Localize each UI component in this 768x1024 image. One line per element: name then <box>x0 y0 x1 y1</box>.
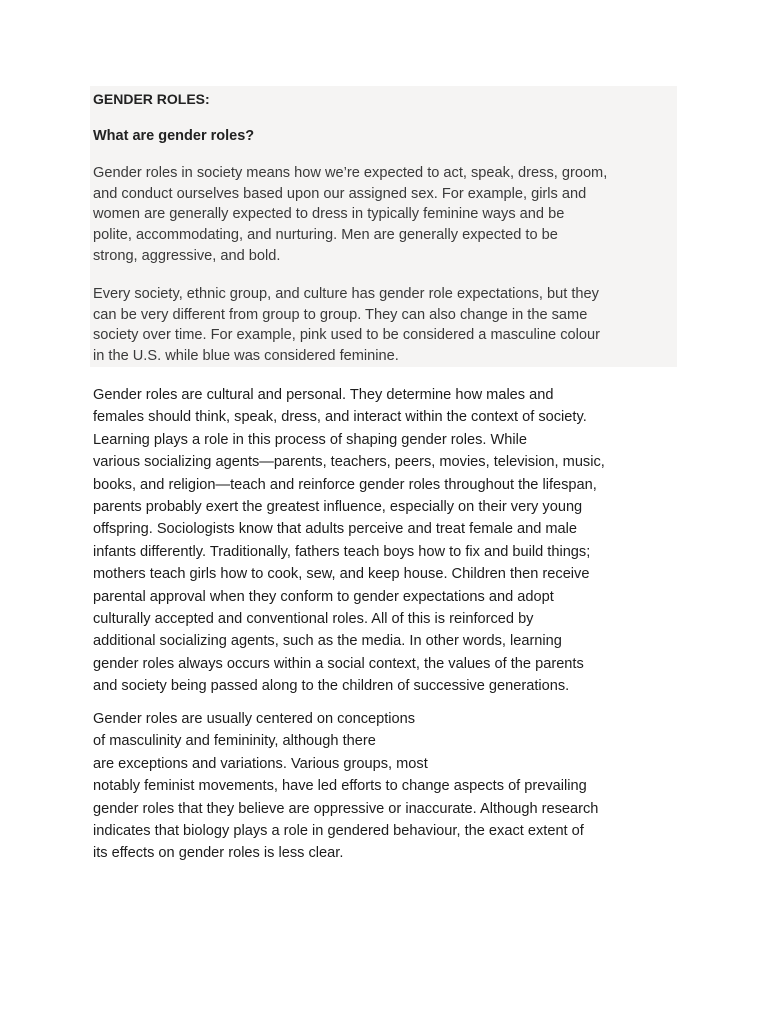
paragraph-line: notably feminist movements, have led efforts to change aspects of prevailing <box>93 778 587 795</box>
document-heading: GENDER ROLES: <box>93 91 210 107</box>
paragraph-line: books, and religion—teach and reinforce gender roles throughout the lifespan, <box>93 476 597 493</box>
paragraph-line: women are generally expected to dress in typically feminine ways and be <box>93 206 565 223</box>
paragraph-line: additional socializing agents, such as the media. In other words, learning <box>93 633 562 650</box>
paragraph-line: offspring. Sociologists know that adults perceive and treat female and male <box>93 521 578 538</box>
paragraph-line: Learning plays a role in this process of shaping gender roles. While <box>93 431 528 448</box>
paragraph-line: strong, aggressive, and bold. <box>93 247 281 264</box>
paragraph-line: gender roles that they believe are oppressive or inaccurate. Although research <box>93 800 599 817</box>
paragraph-conceptions <box>93 708 677 865</box>
paragraph-line: Gender roles in society means how we’re expected to act, speak, dress, groom, <box>93 165 608 181</box>
paragraph-line: and conduct ourselves based upon our assigned sex. For example, girls and <box>93 185 587 202</box>
paragraph-line: mothers teach girls how to cook, sew, and keep house. Children then receive <box>93 566 590 583</box>
paragraph-line: Every society, ethnic group, and culture has gender role expectations, but they <box>93 286 599 302</box>
paragraph-line: various socializing agents—parents, teachers, peers, movies, television, music, <box>93 454 605 471</box>
paragraph-line: indicates that biology plays a role in gendered behaviour, the exact extent of <box>93 823 584 840</box>
document-subheading: What are gender roles? <box>93 128 255 144</box>
paragraph-line: of masculinity and femininity, although there <box>93 733 376 750</box>
paragraph-line: infants differently. Traditionally, fathers teach boys how to fix and build things; <box>93 543 591 560</box>
paragraph-line: Gender roles are cultural and personal. They determine how males and <box>93 387 554 403</box>
paragraph-line: polite, accommodating, and nurturing. Men are generally expected to be <box>93 227 558 244</box>
paragraph-line: and society being passed along to the children of successive generations. <box>93 678 570 695</box>
paragraph-definition <box>93 163 677 267</box>
paragraph-cultural <box>93 384 677 698</box>
paragraph-line: parents probably exert the greatest influence, especially on their very young <box>93 499 583 516</box>
paragraph-line: Gender roles are usually centered on conceptions <box>93 711 416 727</box>
paragraph-line: parental approval when they conform to gender expectations and adopt <box>93 588 554 605</box>
paragraph-line: are exceptions and variations. Various groups, most <box>93 755 428 772</box>
paragraph-line: in the U.S. while blue was considered feminine. <box>93 348 399 365</box>
paragraph-line: can be very different from group to group. They can also change in the same <box>93 306 588 323</box>
paragraph-line: females should think, speak, dress, and interact within the context of society. <box>93 409 587 426</box>
paragraph-line: gender roles always occurs within a social context, the values of the parents <box>93 655 584 672</box>
paragraph-line: culturally accepted and conventional roles. All of this is reinforced by <box>93 611 534 628</box>
paragraph-line: society over time. For example, pink used to be considered a masculine colour <box>93 327 600 344</box>
paragraph-society <box>93 284 677 367</box>
paragraph-line: its effects on gender roles is less clear. <box>93 845 344 862</box>
